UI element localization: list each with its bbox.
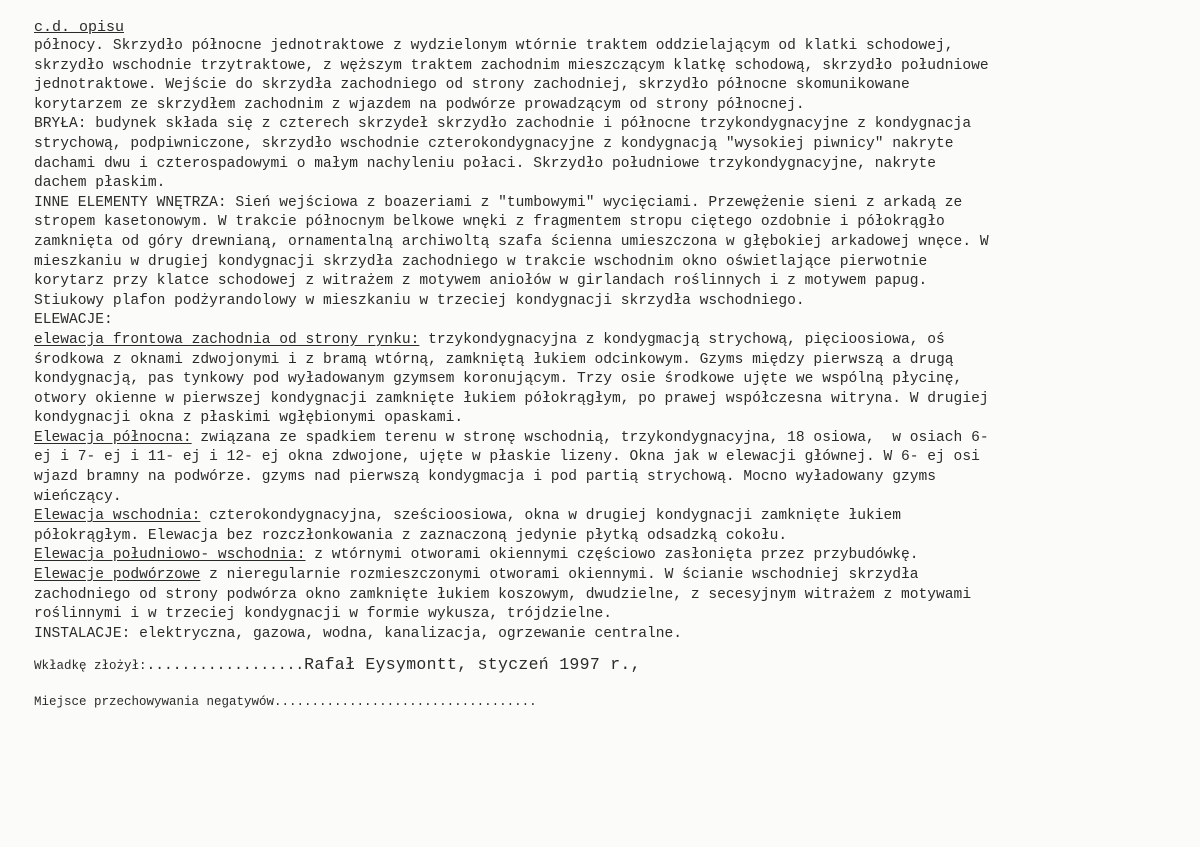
text-line — [34, 37, 1184, 57]
text-line — [34, 566, 1184, 586]
negatives-storage-label: Miejsce przechowywania negatywów — [34, 695, 275, 709]
text-line — [34, 194, 1184, 214]
text-line — [34, 390, 1184, 410]
prepared-by-line — [34, 655, 641, 674]
prepared-by-dots: .................. — [146, 658, 305, 674]
text-line — [34, 115, 1184, 135]
text-segment: roślinnymi i w trzeciej kondygnacji w formie wykusza, trójdzielne. — [34, 606, 613, 623]
text-segment: północy. Skrzydło północne jednotraktowe z wydzielonym wtórnie traktem oddzielającym od klatki schodowej, — [34, 38, 954, 54]
document-page — [34, 18, 1184, 644]
text-line — [34, 135, 1184, 155]
text-line — [34, 292, 1184, 312]
section-heading: c.d. opisu — [34, 19, 125, 36]
text-line — [34, 253, 1184, 273]
underlined-heading: Elewacja wschodnia: — [34, 508, 201, 525]
prepared-by-value: Rafał Eysymontt, styczeń 1997 r., — [304, 655, 641, 674]
text-segment: trzykondygnacyjna z kondygmacją strychową, pięcioosiowa, oś — [419, 331, 945, 348]
text-line — [34, 155, 1184, 175]
text-segment: stropem kasetonowym. W trakcie północnym belkowe wnęki z fragmentem stropu ciętego ozdobnie i półokrągło — [34, 214, 945, 231]
text-segment: z wtórnymi otworami okiennymi częściowo zasłonięta przez przybudówkę. — [305, 547, 919, 564]
text-segment: korytarz przy klatce schodowej z witrażem z motywem aniołów w girlandach roślinnych i z motywem papug. — [34, 273, 928, 290]
text-line — [34, 174, 1184, 194]
text-segment: zachodniego od strony podwórza okno zamknięte łukiem koszowym, dwudzielne, z secesyjnym witrażem z motywami — [34, 586, 972, 603]
text-line — [34, 586, 1184, 606]
text-line — [34, 429, 1184, 449]
text-segment: otwory okienne w pierwszej kondygnacji zamknięte łukiem półokrągłym, po prawej współczesna witryna. W drugiej — [34, 390, 989, 407]
text-segment: kondygnacją, pas tynkowy pod wyładowanym gzymsem koronującym. Trzy osie środkowe ujęte we wspólną płycinę, — [34, 371, 963, 388]
text-line — [34, 448, 1184, 468]
negatives-storage-line — [34, 695, 537, 709]
text-segment: wjazd bramny na podwórze. gzyms nad pierwszą kondygmacja i pod partią strychową. Mocno wyładowany gzyms — [34, 469, 937, 486]
text-line — [34, 527, 1184, 547]
description-text — [34, 37, 1184, 644]
text-line — [34, 311, 1184, 331]
text-line — [34, 96, 1184, 116]
text-line — [34, 213, 1184, 233]
text-segment: czterokondygnacyjna, sześcioosiowa, okna w drugiej kondygnacji zamknięte łukiem — [200, 508, 902, 525]
text-line — [34, 76, 1184, 96]
text-segment: z nieregularnie rozmieszczonymi otworami okiennymi. W ścianie wschodniej skrzydła — [200, 567, 919, 584]
text-line — [34, 370, 1184, 390]
text-segment: ej i 7- ej i 11- ej i 12- ej okna zdwojone, ujęte w płaskie lizeny. Okna jak w elewacji głównej. W 6- ej osi — [34, 449, 980, 466]
underlined-heading: elewacja frontowa zachodnia od strony rynku: — [34, 331, 420, 348]
text-segment: strychową, podpiwniczone, skrzydło wschodnie czterokondygnacyjne z kondygnacją "wysokiej piwnicy" nakryte — [34, 135, 954, 152]
text-segment: dachem płaskim. — [34, 175, 166, 192]
text-segment: mieszkaniu w drugiej kondygnacji skrzydła zachodniego w trakcie wschodnim okno oświetlające pierwotnie — [34, 253, 928, 270]
text-line — [34, 409, 1184, 429]
underlined-heading: Elewacje podwórzowe — [34, 567, 201, 584]
underlined-heading: Elewacja południowo- wschodnia: — [34, 547, 306, 564]
text-line — [34, 57, 1184, 77]
underlined-heading: Elewacja północna: — [34, 429, 192, 446]
text-segment: związana ze spadkiem terenu w stronę wschodnią, trzykondygnacyjna, 18 osiowa, w osiach 6- — [191, 429, 989, 446]
text-segment: INNE ELEMENTY WNĘTRZA: Sień wejściowa z boazeriami z "tumbowymi" wycięciami. Przewężenie sieni z arkadą ze — [34, 194, 963, 211]
text-segment: Stiukowy plafon podżyrandolowy w mieszkaniu w trzeciej kondygnacji skrzydła wschodniego. — [34, 292, 805, 309]
text-segment: INSTALACJE: elektryczna, gazowa, wodna, kanalizacja, ogrzewanie centralne. — [34, 625, 683, 642]
text-line — [34, 546, 1184, 566]
text-line — [34, 507, 1184, 527]
text-segment: BRYŁA: budynek składa się z czterech skrzydeł skrzydło zachodnie i północne trzykondygnacyjne z kondygnacja — [34, 116, 972, 133]
text-line — [34, 605, 1184, 625]
text-line — [34, 488, 1184, 508]
text-segment: zamknięta od góry drewnianą, ornamentalną archiwoltą szafa ścienna umieszczona w głębokiej arkadowej wnęce. W — [34, 233, 989, 250]
text-segment: kondygnacji okna z płaskimi wgłębionymi opaskami. — [34, 410, 464, 427]
text-segment: skrzydło wschodnie trzytraktowe, z węższym traktem zachodnim mieszczącym klatkę schodową, skrzydło południowe — [34, 57, 989, 74]
text-line — [34, 625, 1184, 645]
negatives-storage-dots: ................................... — [274, 695, 537, 709]
text-segment: dachami dwu i czterospadowymi o małym nachyleniu połaci. Skrzydło południowe trzykondygnacyjne, nakryte — [34, 155, 937, 172]
text-segment: ELEWACJE: — [34, 312, 113, 329]
text-line — [34, 468, 1184, 488]
prepared-by-label: Wkładkę złożył: — [34, 659, 147, 673]
text-segment: wieńczący. — [34, 488, 122, 505]
text-segment: półokrągłym. Elewacja bez rozczłonkowania z zaznaczoną jedynie płytką odsadzką cokołu. — [34, 527, 788, 544]
text-line — [34, 272, 1184, 292]
text-line — [34, 233, 1184, 253]
text-segment: jednotraktowe. Wejście do skrzydła zachodniego od strony zachodniej, skrzydło północne skomunikowane — [34, 77, 910, 94]
text-segment: środkowa z oknami zdwojonymi i z bramą wtórną, zamkniętą łukiem odcinkowym. Gzyms między pierwszą a drugą — [34, 351, 954, 368]
text-segment: korytarzem ze skrzydłem zachodnim z wjazdem na podwórze prowadzącym od strony północnej. — [34, 96, 805, 113]
text-line — [34, 351, 1184, 371]
text-line — [34, 331, 1184, 351]
